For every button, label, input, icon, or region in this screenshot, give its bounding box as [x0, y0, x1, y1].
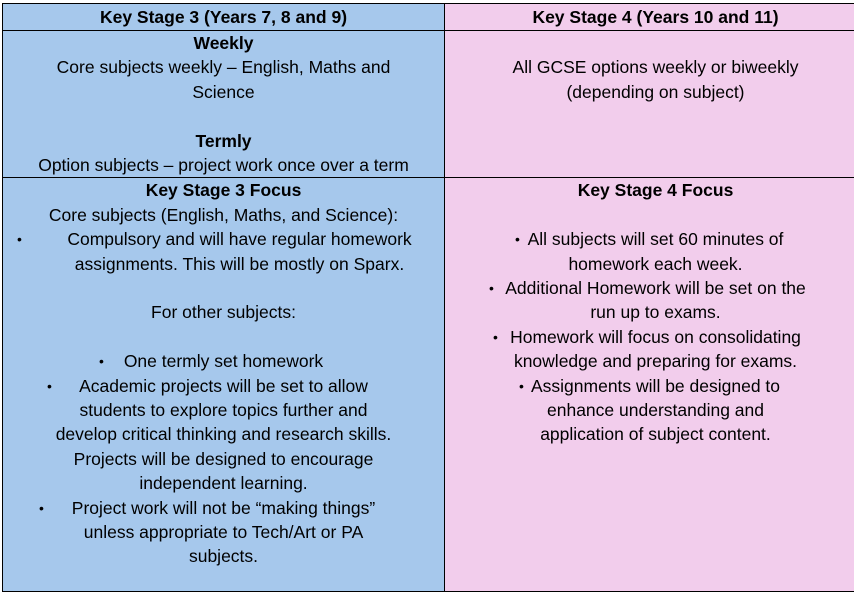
list-item-text: application of subject content. — [540, 424, 771, 445]
bullet-icon: • — [17, 231, 22, 248]
list-item-text: enhance understanding and — [547, 400, 764, 421]
list-item-text: run up to exams. — [590, 302, 721, 323]
ks4-frequency-line1: All GCSE options weekly or biweekly — [512, 57, 799, 78]
ks3-header: Key Stage 3 (Years 7, 8 and 9) — [3, 4, 445, 31]
list-item-text: independent learning. — [139, 473, 308, 494]
list-item — [7, 349, 440, 373]
termly-title: Termly — [195, 130, 252, 151]
bullet-icon: • — [519, 377, 524, 394]
list-item-text: Projects will be designed to encourage — [73, 448, 374, 469]
ks4-focus-cell — [445, 178, 854, 592]
homework-table — [2, 3, 854, 592]
ks3-focus-title: Key Stage 3 Focus — [145, 180, 302, 201]
focus-row — [3, 178, 854, 592]
list-item-text: Project work will not be “making things” — [71, 497, 376, 518]
other-bullet-list — [7, 349, 440, 569]
list-item-text: Assignments will be designed to — [530, 375, 781, 396]
weekly-title: Weekly — [193, 33, 254, 53]
core-bullet-list — [7, 227, 440, 276]
list-item-text: assignments. This will be mostly on Sparx. — [74, 253, 405, 274]
list-item — [7, 374, 440, 496]
ks4-focus-title: Key Stage 4 Focus — [577, 180, 734, 201]
list-item-text: unless appropriate to Tech/Art or PA — [83, 522, 364, 543]
ks3-frequency-cell — [3, 31, 445, 178]
list-item — [7, 496, 440, 569]
ks4-bullet-list — [449, 227, 854, 447]
list-item-text: knowledge and preparing for exams. — [513, 351, 798, 372]
list-item-text: Compulsory and will have regular homework — [67, 229, 412, 250]
bullet-icon: • — [489, 280, 494, 297]
ks3-focus-cell — [3, 178, 445, 592]
core-subjects-intro: Core subjects (English, Maths, and Science): — [48, 204, 399, 225]
bullet-icon: • — [99, 353, 104, 370]
termly-text: Option subjects – project work once over a term — [38, 155, 409, 176]
weekly-text-line1: Core subjects weekly – English, Maths and — [56, 57, 391, 78]
ks4-header: Key Stage 4 (Years 10 and 11) — [445, 4, 854, 31]
list-item-text: Academic projects will be set to allow — [79, 375, 368, 396]
list-item — [449, 276, 854, 325]
list-item-text: One termly set homework — [123, 351, 324, 372]
list-item — [449, 227, 854, 276]
bullet-icon: • — [493, 328, 498, 345]
list-item-text: homework each week. — [568, 253, 743, 274]
frequency-row — [3, 31, 854, 178]
bullet-icon: • — [515, 231, 520, 248]
bullet-icon: • — [39, 499, 44, 516]
list-item-text: develop critical thinking and research skills. — [55, 424, 392, 445]
other-subjects-intro: For other subjects: — [151, 302, 296, 323]
list-item — [449, 374, 854, 447]
header-row — [3, 4, 854, 31]
ks4-frequency-cell — [445, 31, 854, 178]
list-item — [7, 227, 440, 276]
list-item-text: All subjects will set 60 minutes of — [527, 229, 784, 250]
list-item-text: Homework will focus on consolidating — [510, 326, 801, 347]
weekly-text-line2: Science — [192, 81, 255, 102]
list-item — [449, 325, 854, 374]
ks4-frequency-line2: (depending on subject) — [566, 81, 745, 102]
list-item-text: subjects. — [188, 546, 259, 567]
list-item-text: students to explore topics further and — [79, 400, 368, 421]
list-item-text: Additional Homework will be set on the — [505, 278, 806, 299]
bullet-icon: • — [47, 377, 52, 394]
